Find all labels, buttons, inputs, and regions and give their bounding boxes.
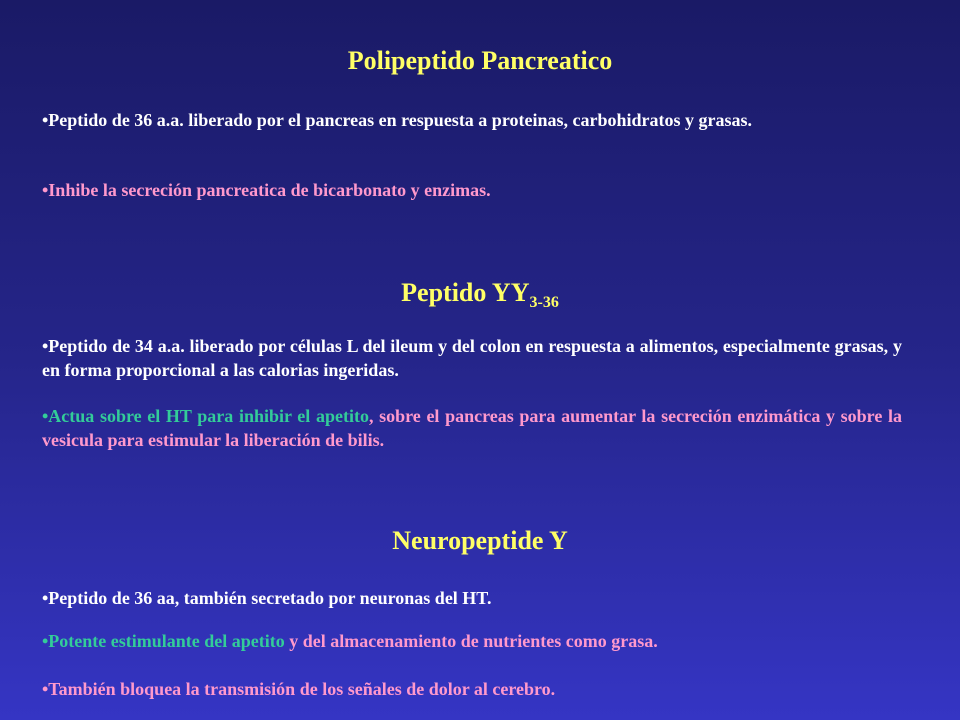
section3-bullet3: •También bloquea la transmisión de los señales de dolor al cerebro.: [42, 679, 556, 699]
section2-bullet1: •Peptido de 34 a.a. liberado por células L del ileum y del colon en respuesta a alimentos, especialmente grasas, y en forma proporcional a las calorias ingeridas.: [42, 336, 902, 380]
section2-bullet2-rest: , sobre el pancreas para aumentar la secreción enzimática y sobre la vesicula para estimular la liberación de bilis.: [42, 406, 902, 450]
section3-bullet2: [42, 629, 902, 653]
section1-bullet1: •Peptido de 36 a.a. liberado por el pancreas en respuesta a proteinas, carbohidratos y grasas.: [42, 110, 752, 130]
section3-bullet2-rest: y del almacenamiento de nutrientes como grasa.: [284, 631, 658, 651]
section3-bullet2-highlight: •Potente estimulante del apetito: [42, 631, 285, 651]
section2-bullet2: [42, 404, 902, 452]
section1-title: Polipeptido Pancreatico: [347, 46, 613, 75]
section3-title: Neuropeptide Y: [392, 526, 568, 555]
section2-title-main: Peptido YY: [401, 278, 530, 307]
section3-bullet1: •Peptido de 36 aa, también secretado por neuronas del HT.: [42, 588, 492, 608]
section2-title: [0, 278, 960, 311]
section1-bullet2: •Inhibe la secreción pancreatica de bicarbonato y enzimas.: [42, 180, 491, 200]
section2-bullet2-highlight: •Actua sobre el HT para inhibir el apetito: [42, 406, 369, 426]
section2-title-subscript: 3-36: [529, 294, 559, 311]
